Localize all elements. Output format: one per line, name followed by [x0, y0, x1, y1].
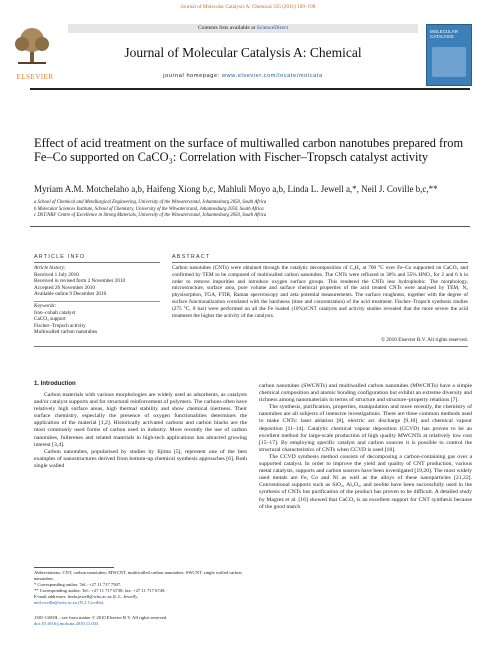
footnote-author-1: * Corresponding author. Tel.: +27 11 717 7507. — [34, 582, 122, 587]
homepage-link[interactable]: www.elsevier.com/locate/molcata — [222, 73, 323, 79]
journal-title: Journal of Molecular Catalysis A: Chemical — [124, 45, 362, 60]
keywords — [34, 303, 160, 336]
journal-homepage — [68, 73, 418, 79]
body-paragraph: Carbon nanotubes, popularised by studies by Iijima [5], represent one of the best examples of nanostructures derived from bottom-up chemical synthesis approaches [6]. Both single walled — [34, 448, 247, 469]
elsevier-logo — [10, 26, 60, 84]
footnote-author-2: ** Corresponding author. Tel.: +27 11 717 6738; fax: +27 11 717 6749. — [34, 588, 166, 593]
article-title: Effect of acid treatment on the surface of multiwalled carbon nanotubes prepared from Fe–Co supported on CaCO₃: Correlation with Fischer–Tropsch catalyst activity — [34, 136, 464, 164]
history-label: Article history: — [34, 265, 66, 271]
abstract-rule — [172, 262, 468, 263]
keyword-item: Multiwalled carbon nanotubes — [34, 329, 98, 336]
keywords-rule — [34, 301, 160, 302]
copyright-line: © 2010 Elsevier B.V. All rights reserved. — [380, 337, 468, 343]
cover-graphic — [432, 47, 466, 77]
affiliation-b: b Molecular Sciences Institute, School of Chemistry, University of the Witwatersrand, Johannesburg 2050, South Africa — [34, 206, 264, 212]
history-accepted: Accepted 26 November 2010 — [34, 284, 95, 291]
affiliation-c: c DST/NRF Centre of Excellence in Strong Materials, University of the Witwatersrand, Johannesburg 2050, South Africa — [34, 213, 267, 219]
keyword-item: Iron–cobalt catalyst — [34, 309, 76, 316]
section-heading-introduction: 1. Introduction — [34, 381, 76, 387]
body-column-left — [34, 392, 247, 470]
abstract-bottom-rule — [34, 346, 468, 347]
body-column-right — [259, 383, 472, 511]
sciencedirect-link[interactable]: ScienceDirect — [256, 25, 289, 31]
affiliation-a: a School of Chemical and Metallurgical Engineering, University of the Witwatersrand, Johannesburg 2050, South Africa — [34, 200, 267, 205]
journal-reference: Journal of Molecular Catalysis A: Chemical 335 (2011) 189–198 — [180, 4, 316, 10]
front-matter-meta — [34, 615, 247, 627]
homepage-prefix: journal homepage: — [163, 73, 222, 79]
section-rule — [30, 226, 470, 227]
footnote-email: E-mail addresses: linda.jewell@wits.ac.za (L.L. Jewell), — [34, 594, 138, 599]
article-history — [34, 265, 160, 298]
article-info-rule — [34, 262, 160, 263]
journal-cover-image — [426, 24, 472, 86]
author-list: Myriam A.M. Motchelaho a,b, Haifeng Xiong b,c, Mahluli Moyo a,b, Linda L. Jewell a,*, Neil J. Coville b,c,** — [34, 184, 438, 194]
keyword-item: CaCO₃ support — [34, 316, 66, 323]
body-paragraph: Carbon materials with various morphologies are widely used as adsorbents, as catalysts and/or catalyst supports and for structural reinforcement of polymers. The carbons often have relatively high surface areas, high thermal stability and show chemical inertness. Their surface chemistry, especially the presence of oxygen functionalities determines the application of the material [1,2]. Historically activated carbons and carbon blacks are the most commonly used forms of carbon used in industry. More recently the use of carbon nanotubes, fullerenes and related materials in high-tech applications has attracted growing interest [3,4]. — [34, 392, 247, 448]
footnote-abbreviations: Abbreviations: CNT, carbon nanotubes; MWCNT, multiwalled carbon nanotubes; SWCNT, single walled carbon nanotubes. — [34, 570, 242, 581]
footnote-rule — [34, 567, 114, 568]
keywords-label: Keywords: — [34, 303, 57, 309]
footnotes — [34, 570, 247, 606]
body-paragraph: The CCVD synthesis method consists of decomposing a carbon-containing gas over a supported catalyst. In order to improve the yield and quality of CNT production, various metal catalysts, supports and carbon sources have been investigated [19,20]. The most widely used metals are Fe, Co and Ni as well as the alloys of these nanoparticles [21,22]. Conventional supports such as SiO₂, Al₂O₃, and zeolite have been successfully used in the synthesis of CNTs but purification of the product has proven to be difficult. A detailed study by Magrez et al. [16] showed that CaCO₃ is an excellent support for CNT synthesis because of the good match — [259, 453, 472, 510]
contents-prefix: Contents lists available at — [197, 25, 257, 31]
cover-title: MOLECULAR CATALYSIS — [430, 29, 459, 39]
affiliations — [34, 200, 464, 220]
history-online: Available online 9 December 2010 — [34, 291, 107, 298]
article-info-heading: ARTICLE INFO — [34, 254, 86, 260]
doi-link[interactable]: doi:10.1016/j.molcata.2010.11.033 — [34, 621, 99, 626]
abstract-text: Carbon nanotubes (CNTs) were obtained through the catalytic decomposition of C₂H₂ at 700 °C over Fe–Co supported on CaCO₃ and confirmed by TEM to be composed of multiwalled carbon nanotubes. The CNTs were refluxed in 30% and 55% HNO₃ for 2 and 6 h in order to remove impurities and introduce oxygen surface groups. This rendered the CNTs less hydrophobic. The morphology, microstructure, surface area, pore volume and surface chemical properties of the acid treated CNTs were analysed by TEM, N₂ physisorption, TGA, FTIR, Raman spectroscopy and zeta potential measurements. The surface roughness, together with the degree of surface functionalization correlated with the harshness (time and concentration) of the acid treatment. Fischer–Tropsch synthesis studies (275 °C, 8 bar) were performed on all the Fe loaded (10%)/CNT catalysts and activity studies revealed that the more severe the acid treatment the higher the activity of the catalysts. — [172, 265, 468, 319]
issn-line: 1381-1169/$ – see front matter © 2010 Elsevier B.V. All rights reserved. — [34, 615, 168, 620]
elsevier-tree-icon — [10, 26, 54, 66]
history-received: Received 1 July 2010 — [34, 271, 79, 278]
footnote-email-link[interactable]: neil.coville@wits.ac.za (N.J. Coville). — [34, 600, 105, 605]
abstract-heading: ABSTRACT — [172, 254, 211, 260]
history-revised: Received in revised form 2 November 2010 — [34, 278, 126, 285]
body-paragraph: The synthesis, purification, properties, manipulation and more recently, the chemistry of nanotubes are all subjects of intensive investigations. There are three common methods used to make CNTs: laser ablation [8], electric arc discharge [9,10] and chemical vapour deposition [11–14]. Catalytic chemical vapour deposition (CCVD) has proven to be an excellent method for large-scale production of high quality MWCNTs at relatively low cost [15–17]. By employing specific catalyst and carbon sources it is possible to control the structural characteristics of CNTs when CCVD is used [18]. — [259, 404, 472, 453]
contents-bar — [68, 24, 418, 33]
body-paragraph: carbon nanotubes (SWCNTs) and multiwalled carbon nanotubes (MWCNTs) have a simple chemical composition and atomic bonding configuration but exhibit an extreme diversity and richness among nanomaterials in terms of structure and structure–property relations [7]. — [259, 383, 472, 404]
keyword-item: Fischer–Tropsch activity — [34, 322, 86, 329]
masthead-rule — [30, 88, 470, 90]
publisher-name: ELSEVIER — [16, 73, 54, 81]
